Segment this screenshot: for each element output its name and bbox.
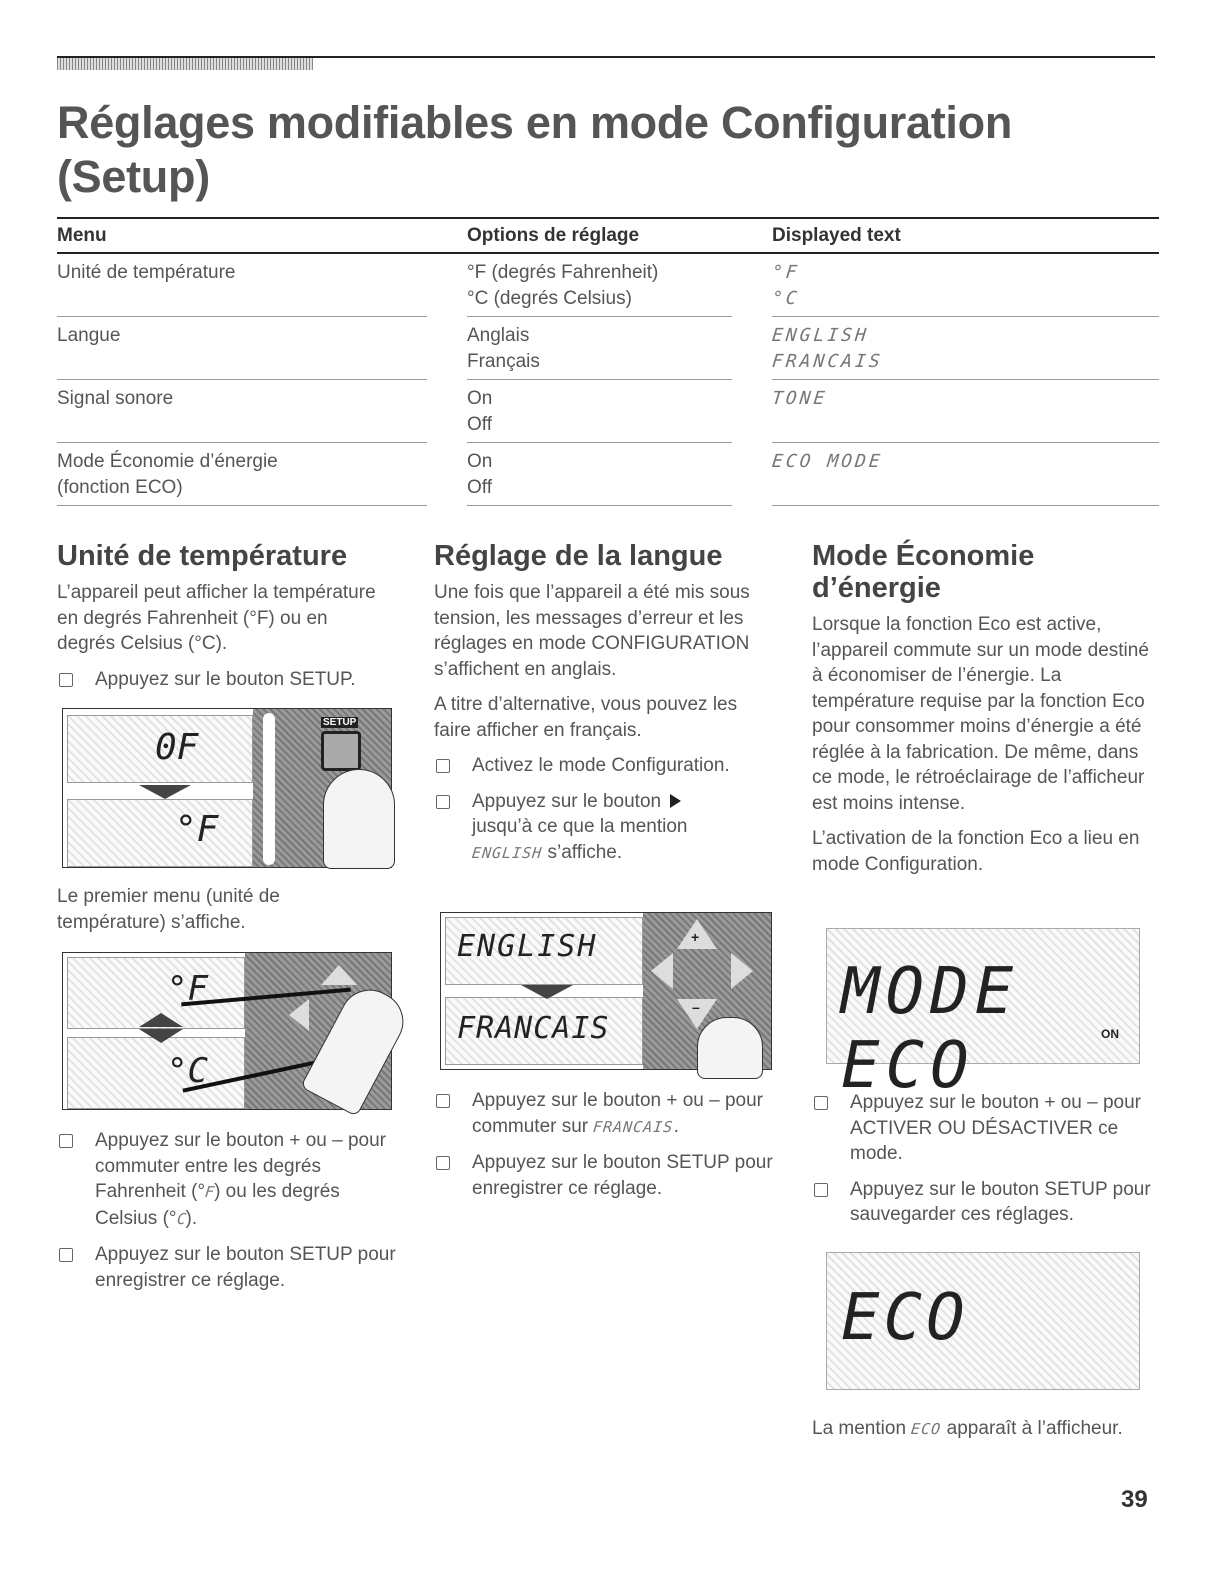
section-heading: [812, 540, 1157, 604]
instruction-item: [57, 1128, 402, 1232]
table-header-options: Options de réglage: [467, 218, 732, 253]
instructions-language: [434, 1088, 779, 1201]
lcd-text: ENGLISH: [471, 843, 544, 862]
plus-label: +: [691, 929, 700, 945]
caption-text: apparaît à l’afficheur.: [946, 1418, 1123, 1439]
table-cell: °C (degrés Celsius): [467, 288, 632, 309]
lcd-text: FRANCAIS: [457, 1011, 610, 1046]
instruction-text: .: [673, 1115, 679, 1137]
settings-table: [57, 217, 1159, 506]
caption-text: La mention: [812, 1418, 907, 1439]
instruction-item: [434, 753, 779, 779]
checkbox-bullet-icon: [436, 759, 450, 773]
instruction-text: Appuyez sur le bouton SETUP pour enregistrer ce réglage.: [472, 1152, 773, 1199]
page-title: Réglages modifiables en mode Configuration (Setup): [57, 97, 1013, 202]
minus-label: –: [692, 999, 700, 1015]
figure-eco-mode: [826, 928, 1140, 1103]
instruction-item: [434, 1150, 779, 1201]
lcd-text: C: [175, 1209, 187, 1228]
table-row: [57, 253, 1159, 317]
lcd-text: 0F: [155, 727, 199, 768]
arrow-up-button-icon: [321, 965, 357, 985]
lcd-text: ENGLISH: [770, 325, 871, 346]
lcd-text: °F: [167, 969, 208, 1009]
arrow-left-button-icon: [289, 999, 309, 1031]
lcd-text: °C: [167, 1051, 208, 1091]
page-number: 39: [1121, 1486, 1148, 1513]
table-cell: Signal sonore: [57, 388, 174, 409]
section-paragraph: L’appareil peut afficher la température en degrés Fahrenheit (°F) ou en degrés Celsius (°C).: [57, 582, 376, 654]
table-row: [57, 317, 1159, 380]
arrow-right-icon: [670, 794, 681, 808]
divider: [263, 713, 275, 865]
table-cell: Langue: [57, 325, 121, 346]
figure-temp-toggle: [62, 952, 392, 1110]
instruction-text: Activez le mode Configuration.: [472, 755, 730, 776]
heading-line: Mode Économie: [812, 540, 1035, 572]
table-cell: Français: [467, 351, 540, 372]
lcd-text: ECO: [841, 1281, 969, 1355]
lcd-text: °F: [770, 262, 801, 283]
lcd-text: FRANCAIS: [770, 351, 884, 372]
lcd-text: ECO: [910, 1420, 943, 1438]
section-heading: Réglage de la langue: [434, 540, 723, 572]
finger-icon: [323, 769, 395, 869]
lcd-text: MODE ECO: [841, 955, 1020, 1103]
table-cell: Anglais: [467, 325, 530, 346]
table-cell: On: [467, 451, 493, 472]
section-language: [434, 540, 779, 866]
checkbox-bullet-icon: [59, 1248, 73, 1262]
arrow-down-icon: [139, 785, 191, 799]
setup-button: [321, 731, 361, 771]
lcd-text: ECO MODE: [770, 451, 884, 472]
arrow-left-button-icon: [651, 953, 673, 989]
instruction-text: Appuyez sur le bouton SETUP pour sauvegarder ces réglages.: [850, 1178, 1151, 1225]
checkbox-bullet-icon: [436, 1094, 450, 1108]
lcd-text: ENGLISH: [457, 929, 598, 964]
instruction-text: jusqu’à ce que la mention: [472, 816, 688, 837]
instruction-text: Appuyez sur le bouton SETUP pour enregistrer ce réglage.: [95, 1244, 396, 1291]
checkbox-bullet-icon: [59, 1134, 73, 1148]
table-row: [57, 380, 1159, 443]
caption-block: [57, 884, 402, 935]
table-cell: Off: [467, 477, 492, 498]
caption-block: [812, 1416, 1157, 1443]
instruction-text: Appuyez sur le bouton + ou – pour commuter sur: [472, 1090, 764, 1137]
figure-caption: [812, 1416, 1157, 1443]
lcd-text: F: [204, 1183, 216, 1201]
checkbox-bullet-icon: [814, 1183, 828, 1197]
instruction-text: Appuyez sur le bouton + ou – pour commuter entre les degrés Fahrenheit (°: [95, 1130, 387, 1202]
table-cell: Mode Économie d’énergie: [57, 451, 278, 472]
instruction-item: [434, 789, 779, 867]
instructions-eco: [812, 1090, 1157, 1228]
lcd-text: TONE: [770, 388, 829, 409]
table-row: [57, 443, 1159, 506]
section-temperature-unit: [57, 540, 402, 692]
instruction-item: [812, 1090, 1157, 1167]
table-header-menu: Menu: [57, 218, 427, 253]
arrow-right-button-icon: [731, 953, 753, 989]
table-cell: Off: [467, 414, 492, 435]
on-badge: ON: [1101, 1027, 1119, 1041]
arrow-down-icon: [521, 985, 573, 999]
section-paragraph: A titre d’alternative, vous pouvez les faire afficher en français.: [434, 694, 738, 741]
section-paragraph: Lorsque la fonction Eco est active, l’appareil commute sur un mode destiné à économiser de l’énergie. La température requise par la fonction Eco pour consommer moins d’énergie a été réglée à la fabrication. De même, dans ce mode, le rétroéclairage de l’afficheur est moins intense.: [812, 614, 1149, 814]
checkbox-bullet-icon: [436, 795, 450, 809]
instruction-text: Appuyez sur le bouton SETUP.: [95, 668, 356, 690]
section-paragraph: Une fois que l’appareil a été mis sous tension, les messages d’erreur et les réglages en mode CONFIGURATION s’affichent en anglais.: [434, 582, 750, 680]
table-cell: °F (degrés Fahrenheit): [467, 262, 659, 283]
heading-line: d’énergie: [812, 572, 941, 604]
checkbox-bullet-icon: [59, 673, 73, 687]
section-eco-mode: [812, 540, 1157, 877]
table-cell: (fonction ECO): [57, 477, 183, 498]
lcd-text: °F: [175, 809, 219, 850]
instruction-text: s’affiche.: [547, 841, 623, 863]
figure-caption: Le premier menu (unité de température) s’affiche.: [57, 886, 280, 933]
figure-temp-setup: [62, 708, 392, 868]
table-cell: Unité de température: [57, 262, 236, 283]
instruction-text: Appuyez sur le bouton + ou – pour ACTIVER OU DÉSACTIVER ce mode.: [850, 1092, 1142, 1164]
section-heading: Unité de température: [57, 540, 348, 572]
instruction-text: ).: [185, 1207, 198, 1229]
instruction-item: [57, 1242, 402, 1293]
arrow-up-icon: [139, 1013, 183, 1027]
setup-label: SETUP: [323, 717, 357, 728]
table-cell: On: [467, 388, 493, 409]
lcd-text: FRANCAIS: [592, 1117, 675, 1136]
lcd-panel: [67, 799, 253, 867]
header-hatch: [57, 58, 313, 70]
plus-button: [677, 919, 717, 953]
instruction-item: [434, 1088, 779, 1140]
checkbox-bullet-icon: [814, 1096, 828, 1110]
instruction-text: ) ou les degrés Celsius (°: [95, 1181, 340, 1229]
figure-language: [440, 912, 772, 1070]
instructions-temp: [57, 1128, 402, 1293]
figure-eco-display: [826, 1252, 1140, 1390]
finger-icon: [697, 1017, 763, 1079]
instruction-item: [57, 667, 402, 693]
checkbox-bullet-icon: [436, 1156, 450, 1170]
lcd-panel: [67, 1037, 245, 1109]
lcd-text: °C: [770, 288, 801, 309]
table-header-display: Displayed text: [772, 218, 1159, 253]
section-paragraph: L’activation de la fonction Eco a lieu en mode Configuration.: [812, 828, 1140, 875]
instruction-item: [812, 1177, 1157, 1228]
instruction-text: Appuyez sur le bouton: [472, 790, 662, 812]
arrow-down-icon: [139, 1029, 183, 1043]
